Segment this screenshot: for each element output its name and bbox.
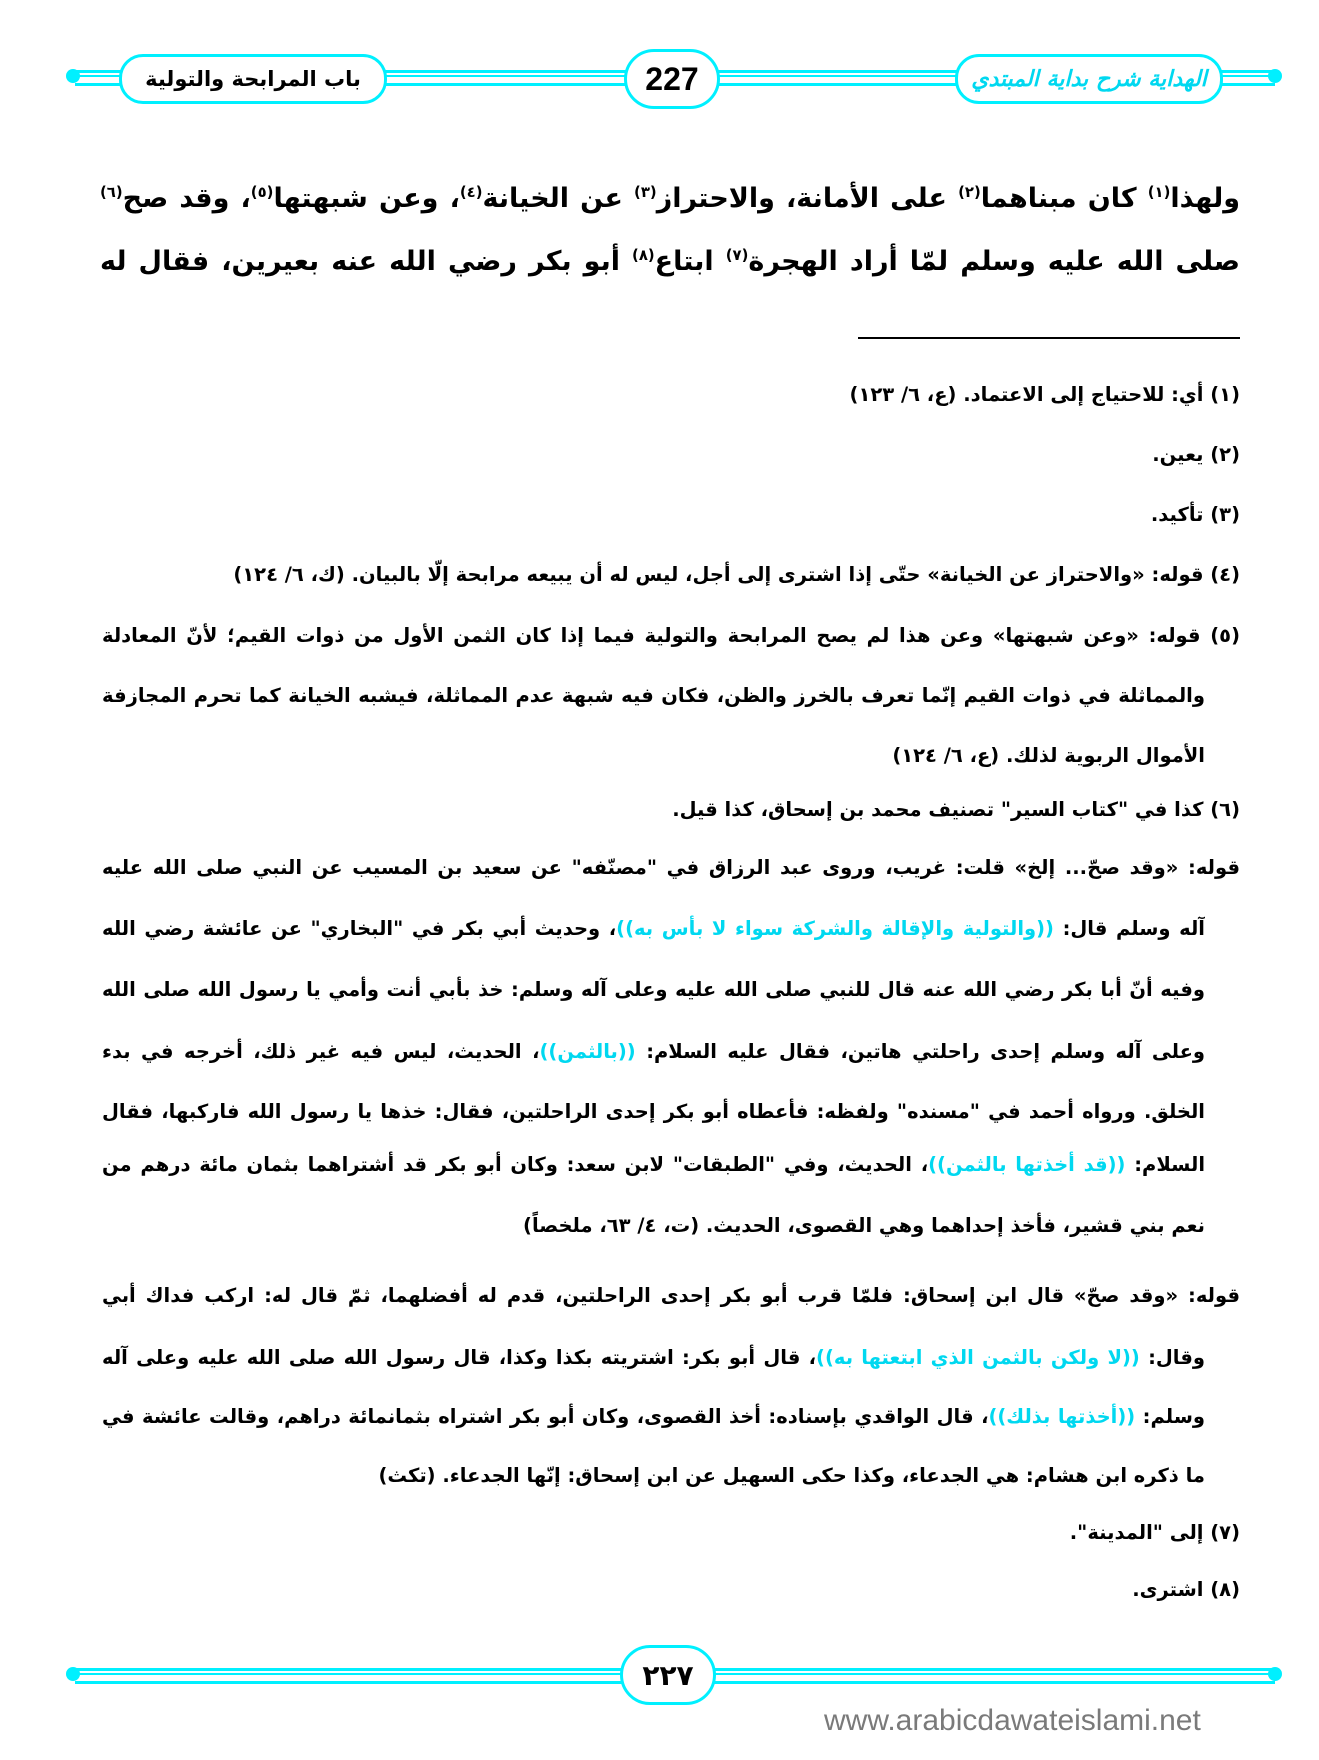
footnote-ref: (٣) [634, 183, 657, 201]
hadith-quote: ((بالثمن)) [539, 1040, 636, 1063]
footer-cap-right [1268, 1667, 1282, 1681]
footnote-line [102, 1092, 1205, 1132]
hadith-quote: ((قد أخذتها بالثمن)) [928, 1153, 1126, 1176]
footnote-line [102, 435, 1240, 475]
footer-cap-left [66, 1667, 80, 1681]
footnote-line [102, 1338, 1205, 1378]
text-run: ، قال الواقدي بإسناده: أخذ القصوى، وكان أبو بكر اشتراه بثمانمائة دراهم، وقالت عائشة في [102, 1405, 989, 1428]
ornament-cap-right [1268, 69, 1282, 83]
text-run: (٦) كذا في "كتاب السير" تصنيف محمد بن إسحاق، كذا قيل. [672, 798, 1240, 821]
text-run: (٣) تأكيد. [1150, 503, 1240, 526]
hadith-quote: ((أخذتها بذلك)) [988, 1405, 1136, 1428]
page-number-badge [624, 49, 720, 109]
footnote-line [102, 495, 1240, 535]
footnote-line [102, 1206, 1205, 1246]
text-run: ابتاع [654, 246, 726, 277]
page-number: 227 [645, 60, 699, 97]
footer-page-badge [620, 1645, 716, 1705]
main-text-line [100, 242, 1240, 282]
footnote-line [102, 555, 1240, 595]
text-run: (٥) قوله: «وعن شبهتها» وعن هذا لم يصح المرابحة والتولية فيما إذا كان الثمن الأول من ذوات القيم؛ لأنّ المعادلة [102, 624, 1240, 647]
text-run: ، الحديث، ليس فيه غير ذلك، أخرجه في بدء [102, 1040, 540, 1063]
text-run: (٢) يعين. [1152, 443, 1240, 466]
footnote-line [102, 909, 1205, 949]
text-run: الخلق. ورواه أحمد في "مسنده" ولفظه: فأعطاه أبو بكر إحدى الراحلتين، فقال: خذها يا رسول الله فاركبها، فقال [102, 1100, 1205, 1123]
footnote-ref: (١) [1147, 183, 1171, 201]
text-run: صلى الله عليه وسلم لمّا أراد الهجرة [748, 246, 1240, 277]
footnote-line [102, 1397, 1205, 1437]
footnote-line [102, 1032, 1205, 1072]
footnote-ref: (٦) [100, 183, 123, 201]
main-text-line [100, 179, 1240, 219]
footnote-line [102, 970, 1205, 1010]
text-run: نعم بني قشير، فأخذ إحداهما وهي القصوى، الحديث. (ت، ٤/ ٦٣، ملخصاً) [523, 1214, 1205, 1237]
footnote-line [102, 1145, 1205, 1185]
chapter-title-badge [119, 54, 387, 104]
watermark: www.arabicdawateislami.net [824, 1704, 1201, 1737]
text-run: ولهذا [1170, 183, 1240, 214]
footnote-divider [858, 337, 1240, 339]
text-run: ما ذكره ابن هشام: هي الجدعاء، وكذا حكى السهيل عن ابن إسحاق: إنّها الجدعاء. (تكث) [378, 1464, 1205, 1487]
footnote-line [102, 848, 1240, 888]
hadith-quote: ((والتولية والإقالة والشركة سواء لا بأس به)) [616, 917, 1054, 940]
footnote-line [102, 616, 1240, 656]
text-run: ، الحديث، وفي "الطبقات" لابن سعد: وكان أبو بكر قد أشتراهما بثمان مائة درهم من [102, 1153, 929, 1176]
text-run: أبو بكر رضي الله عنه بعيرين، فقال له [100, 246, 620, 277]
text-run: وقال: [1139, 1346, 1205, 1369]
text-run: عن الخيانة [482, 183, 635, 214]
text-run: كان مبناهما [980, 183, 1148, 214]
footnote-line [102, 1570, 1240, 1610]
footnote-ref: (٤) [459, 183, 483, 201]
text-run: وعلى آله وسلم إحدى راحلتي هاتين، فقال عليه السلام: [635, 1040, 1205, 1063]
text-run: (١) أي: للاحتياج إلى الاعتماد. (ع، ٦/ ١٢٣) [849, 383, 1240, 406]
footnote-line [102, 375, 1240, 415]
footnote-ref: (٧) [725, 246, 749, 264]
footnote-line [102, 1513, 1240, 1553]
text-run: ، وحديث أبي بكر في "البخاري" عن عائشة رضي الله [102, 917, 617, 940]
footnote-line [102, 676, 1205, 716]
text-run: آله وسلم قال: [1053, 917, 1205, 940]
text-run: قوله: «وقد صحّ... إلخ» قلت: غريب، وروى عبد الرزاق في "مصنّفه" عن سعيد بن المسيب عن النبي صلى الله عليه [102, 856, 1240, 879]
footnote-line [102, 736, 1205, 776]
ornament-cap-left [66, 69, 80, 83]
footnote-ref: (٥) [250, 183, 274, 201]
text-run: وسلم: [1135, 1405, 1205, 1428]
footnote-ref: (٨) [632, 246, 655, 264]
text-run: ، قال أبو بكر: اشتريته بكذا وكذا، قال رسول الله صلى الله عليه وعلى آله [102, 1346, 817, 1369]
text-run: والمماثلة في ذوات القيم إنّما تعرف بالخرز والظن، فكان فيه شبهة عدم المماثلة، فيشبه الخيانة كما تحرم المجازفة [102, 684, 1205, 707]
text-run: على الأمانة، والاحتراز [656, 183, 959, 214]
chapter-title: باب المرابحة والتولية [145, 67, 361, 91]
text-run: السلام: [1125, 1153, 1205, 1176]
hadith-quote: ((لا ولكن بالثمن الذي ابتعتها به)) [816, 1346, 1140, 1369]
text-run: الأموال الربوية لذلك. (ع، ٦/ ١٢٤) [892, 744, 1205, 767]
footnote-line [102, 790, 1240, 830]
footnote-line [102, 1456, 1205, 1496]
book-title-logo [955, 54, 1223, 104]
text-run: قوله: «وقد صحّ» قال ابن إسحاق: فلمّا قرب أبو بكر إحدى الراحلتين، قدم له أفضلهما، ثمّ قال له: اركب فداك أبي [102, 1284, 1240, 1307]
book-title: الهداية شرح بداية المبتدي [971, 66, 1207, 92]
footer-page-number: ٢٢٧ [642, 1658, 694, 1692]
text-run: (٤) قوله: «والاحتراز عن الخيانة» حتّى إذا اشترى إلى أجل، ليس له أن يبيعه مرابحة إلّا بالبيان. (ك، ٦/ ١٢٤) [233, 563, 1240, 586]
text-run: وفيه أنّ أبا بكر رضي الله عنه قال للنبي صلى الله عليه وعلى آله وسلم: خذ بأبي أنت وأمي يا رسول الله صلى الله [102, 978, 1205, 1001]
text-run: ، وقد صح [122, 183, 251, 214]
text-run: ، وعن شبهتها [273, 183, 460, 214]
footnote-ref: (٢) [958, 183, 981, 201]
text-run: (٧) إلى "المدينة". [1069, 1521, 1240, 1544]
text-run: (٨) اشترى. [1132, 1578, 1240, 1601]
footnote-line [102, 1276, 1240, 1316]
